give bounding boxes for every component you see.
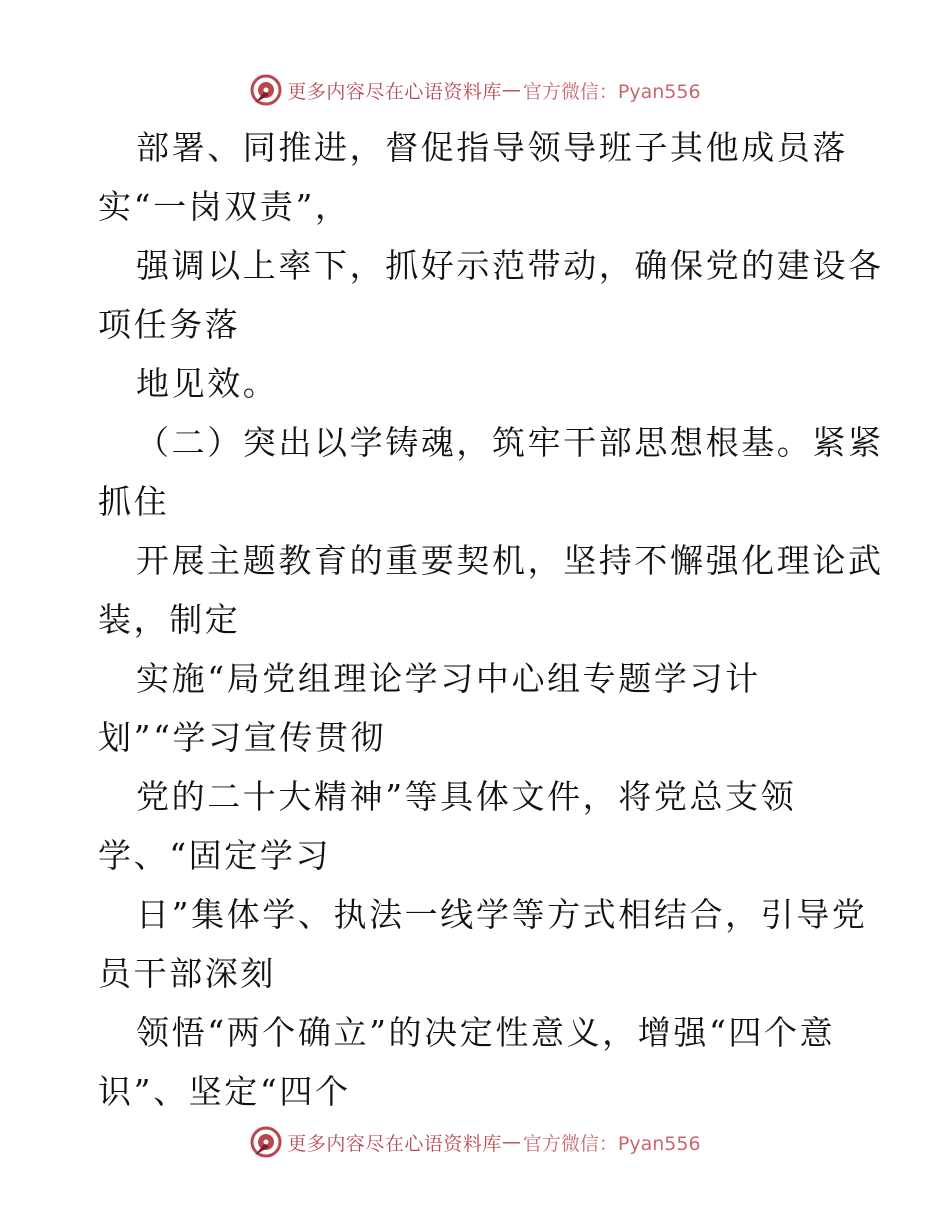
section-heading-line: （二）突出以学铸魂，筑牢干部思想根基。紧紧 — [136, 423, 884, 462]
text-line: 领悟“两个确立”的决定性意义，增强“四个意 — [136, 1013, 836, 1052]
text-line: 抓住 — [98, 482, 170, 521]
text-line: 划”“学习宣传贯彻 — [98, 718, 387, 757]
watermark-text: 更多内容尽在心语资料库 — [287, 1132, 502, 1155]
watermark-text: 更多内容尽在心语资料库 — [287, 80, 502, 103]
watermark-contact: 官方微信：Pyan556 — [522, 80, 701, 103]
text-line: 地见效。 — [136, 364, 279, 403]
text-line: 实“一岗双责”， — [98, 187, 351, 226]
text-line: 日”集体学、执法一线学等方式相结合，引导党 — [136, 895, 868, 934]
text-line: 装，制定 — [98, 600, 241, 639]
text-line: 实施“局党组理论学习中心组专题学习计 — [136, 659, 761, 698]
text-line: 强调以上率下，抓好示范带动，确保党的建设各 — [136, 246, 884, 285]
watermark-banner-top — [0, 72, 950, 108]
text-line: 党的二十大精神”等具体文件，将党总支领 — [136, 777, 797, 816]
text-line: 学、“固定学习 — [98, 836, 332, 875]
document-body — [98, 118, 884, 1121]
pen-nib-logo-icon — [249, 1125, 283, 1159]
text-line: 识”、坚定“四个 — [98, 1072, 351, 1111]
watermark-banner-bottom — [0, 1124, 950, 1160]
watermark-contact: 官方微信：Pyan556 — [522, 1132, 701, 1155]
watermark-separator: — — [501, 1131, 521, 1153]
text-line: 员干部深刻 — [98, 954, 276, 993]
text-line: 项任务落 — [98, 305, 241, 344]
text-line: 开展主题教育的重要契机，坚持不懈强化理论武 — [136, 541, 884, 580]
text-line: 部署、同推进，督促指导领导班子其他成员落 — [136, 128, 848, 167]
watermark-separator: — — [501, 79, 521, 101]
pen-nib-logo-icon — [249, 73, 283, 107]
